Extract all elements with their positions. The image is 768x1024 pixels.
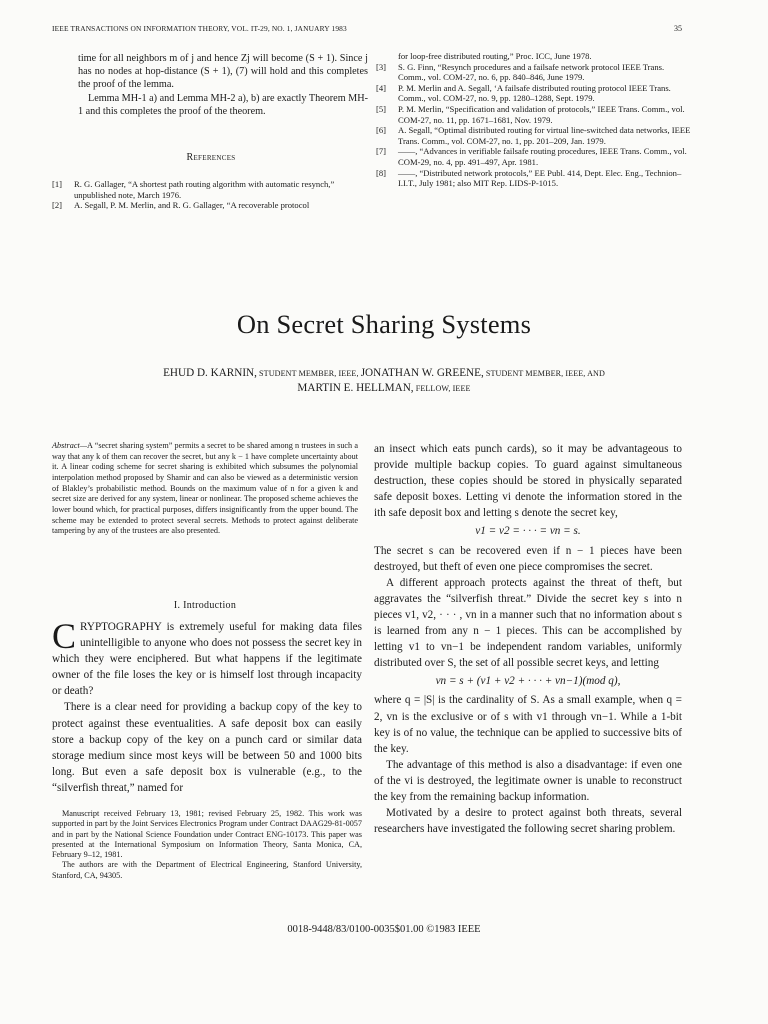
reference-item	[376, 83, 692, 104]
section-heading-introduction: I. Introduction	[173, 600, 237, 611]
reference-text: P. M. Merlin and A. Segall, ‘A failsafe distributed routing protocol IEEE Trans. Comm., vol. COM-27, no. 9, pp. 1280–1288, Sept. 1979.	[398, 82, 671, 104]
reference-number: [6]	[376, 125, 387, 136]
references-list-right	[376, 51, 692, 189]
body-paragraph: A different approach protects against the threat of theft, but aggravates the “silverfish threat.” Divide the secret key s into n pieces v1, v2, · · · , vn in a manner such that no information about s is learned from any n − 1 pieces. This can be accomplished by letting v1 to vn−1 be independent random variables, uniformly distributed over S, the set of all possible secret keys, and letting	[374, 576, 682, 670]
reference-item	[376, 104, 692, 125]
running-header-journal: IEEE TRANSACTIONS ON INFORMATION THEORY, VOL. IT-29, NO. 1, JANUARY 1983	[52, 24, 347, 33]
introduction-body-left	[52, 616, 362, 796]
equation-modular-sum: vn = s + (v1 + v2 + · · · + vn−1)(mod q),	[435, 675, 621, 688]
footnote-paragraph: Manuscript received February 13, 1981; revised February 25, 1982. This work was supported in part by the Joint Services Electronics Program under Contract DAAG29-81-0057 and in part by the National Science Foundation under Contract ENG-10173. This paper was presented at the International Symposium on Information Theory, Santa Monica, CA, February 9–12, 1981.	[52, 809, 362, 860]
body-paragraph	[52, 616, 362, 699]
body-paragraph: an insect which eats punch cards), so it may be advantageous to provide multiple backup copies. To guard against simultaneous destruction, these copies should be stored in physically separated safe deposit boxes. Letting vi denote the information stored in the ith safe deposit box and letting s denote the secret key,	[374, 443, 682, 520]
reference-number: [1]	[52, 179, 63, 189]
reference-text: ——, “Distributed network protocols,” EE Publ. 414, Dept. Elec. Eng., Technion–I.I.T., July 1981; also MIT Rep. LIDS-P-1015.	[398, 167, 682, 189]
body-paragraph: where q = |S| is the cardinality of S. As a small example, when q = 2, vn is the exclusive or of s with v1 through vn−1. While a 1-bit key is of no value, the technique can be applied to successive bits of the key.	[374, 694, 682, 755]
drop-cap: C	[52, 616, 77, 656]
body-paragraph-text: RYPTOGRAPHY is extremely useful for making data files unintelligible to anyone who does not possess the secret key in which they were enciphered. But what happens if the legitimate owner of the file loses the key or is himself lost through incapacity or death?	[52, 621, 362, 698]
introduction-body-right	[374, 441, 682, 837]
body-paragraph: There is a clear need for providing a backup copy of the key to protect against these eventualities. A safe deposit box can easily store a backup copy of the key on a punch card or similar data storage medium since most keys will be between 50 and 1000 bits long. But even a safe deposit box is vulnerable (e.g., to the “silverfish threat,” named for	[52, 701, 362, 794]
body-paragraph: The advantage of this method is also a disadvantage: if even one of the vi is destroyed, the legitimate owner is unable to reconstruct the key from the remaining backup information.	[374, 758, 682, 803]
author-affiliation: STUDENT MEMBER, IEEE, AND	[483, 369, 605, 378]
previous-article-paragraph: time for all neighbors m of j and hence Zj will become (S + 1). Since j has no nodes at hop-distance (S + 1), (7) will hold and this completes the proof of the lemma.	[78, 53, 368, 91]
reference-number: [2]	[52, 200, 63, 211]
body-paragraph: Motivated by a desire to protect against both threats, several researchers have investigated the following secret sharing problem.	[374, 807, 682, 836]
author-name: EHUD D. KARNIN,	[163, 367, 257, 379]
reference-text: S. G. Finn, “Resynch procedures and a failsafe network protocol IEEE Trans. Comm., vol. COM-27, no. 6, pp. 840–846, June 1979.	[398, 61, 665, 83]
reference-text: P. M. Merlin, “Specification and validation of protocols,” IEEE Trans. Comm., vol. COM-27, no. 11, pp. 1671–1681, Nov. 1979.	[398, 103, 685, 125]
author-line	[40, 382, 728, 394]
author-affiliation: STUDENT MEMBER, IEEE,	[256, 369, 361, 378]
equation-identical-copies: v1 = v2 = · · · = vn = s.	[475, 525, 581, 538]
manuscript-footnote	[52, 809, 362, 881]
author-name: JONATHAN W. GREENE,	[360, 367, 484, 379]
reference-number: [7]	[376, 146, 387, 157]
page-number: 35	[674, 24, 682, 33]
reference-number: [4]	[376, 82, 387, 93]
reference-text: R. G. Gallager, “A shortest path routing algorithm with automatic resynch,” unpublished note, March 1976.	[74, 179, 335, 200]
reference-text: A. Segall, P. M. Merlin, and R. G. Gallager, “A recoverable protocol	[74, 200, 310, 211]
previous-article-paragraph: Lemma MH-1 a) and Lemma MH-2 a), b) are exactly Theorem MH-1 and this completes the proof of the theorem.	[78, 92, 368, 117]
author-name: MARTIN E. HELLMAN,	[297, 382, 414, 394]
reference-number: [3]	[376, 61, 387, 72]
abstract-text: A “secret sharing system” permits a secret to be shared among n trustees in such a way that any k of them can recover the secret, but any k − 1 have complete uncertainty about it. A linear coding scheme for secret sharing is exhibited which subsumes the polynomial interpolation method proposed by Shamir and can also be viewed as a deterministic version of Blakley’s probabilistic method. Bounds on the maximum value of n for a given k and secret size are derived for any system, linear or nonlinear. The proposed scheme achieves the lower bound which, for practical purposes, differs insignificantly from the upper bound. The scheme may be extended to protect several secrets. Methods to protect against deliberate tampering by any of the trustees are also presented.	[52, 441, 358, 536]
previous-article-text	[78, 52, 368, 118]
abstract	[52, 441, 358, 537]
reference-item	[52, 179, 368, 200]
footnote-paragraph: The authors are with the Department of Electrical Engineering, Stanford University, Stanford, CA, 94305.	[52, 860, 362, 880]
reference-item	[376, 51, 692, 62]
reference-number: [8]	[376, 167, 387, 178]
author-affiliation: FELLOW, IEEE	[413, 384, 471, 393]
author-line	[40, 367, 728, 379]
abstract-label: Abstract—	[52, 441, 88, 450]
reference-item	[376, 146, 692, 167]
reference-item	[52, 200, 368, 211]
references-list-left	[52, 179, 368, 211]
copyright-footer: 0018-9448/83/0100-0035$01.00 ©1983 IEEE	[287, 924, 481, 935]
paper-title: On Secret Sharing Systems	[236, 309, 532, 339]
reference-text: A. Segall, “Optimal distributed routing for virtual line-switched data networks, IEEE Trans. Comm., vol. COM-27, no. 1, pp. 201–209, Jan. 1979.	[398, 125, 691, 146]
references-heading: References	[186, 152, 236, 163]
reference-text: ——, “Advances in verifiable failsafe routing procedures, IEEE Trans. Comm., vol. COM-29, no. 4, pp. 491–497, Apr. 1981.	[398, 146, 687, 167]
reference-item	[376, 168, 692, 189]
reference-text: for loop-free distributed routing,” Proc. ICC, June 1978.	[398, 51, 592, 61]
reference-item	[376, 125, 692, 146]
reference-number: [5]	[376, 103, 387, 114]
body-paragraph: The secret s can be recovered even if n − 1 pieces have been destroyed, but theft of even one piece compromises the secret.	[374, 544, 682, 573]
reference-item	[376, 62, 692, 83]
